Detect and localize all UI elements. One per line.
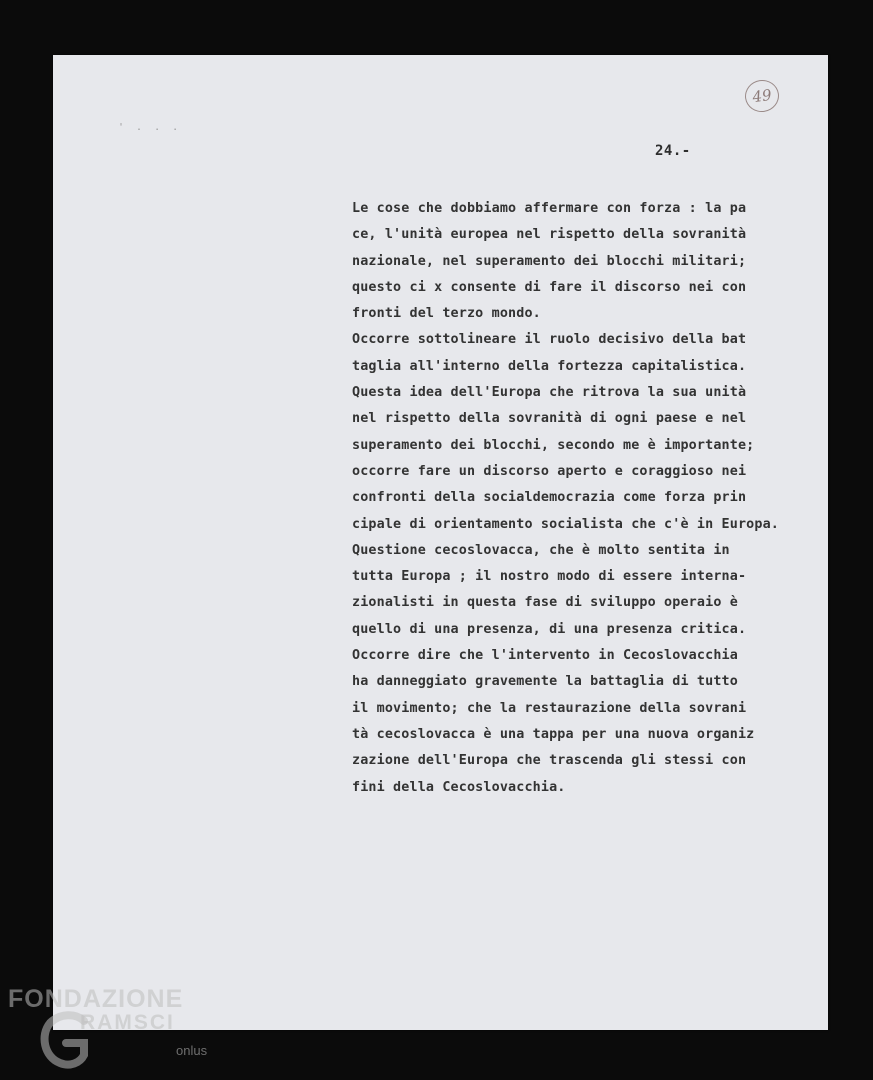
text-line: tà cecoslovacca è una tappa per una nuova organiz [352, 726, 755, 742]
watermark-line1: FONDAZIONE [8, 985, 184, 1013]
text-line: fini della Cecoslovacchia. [352, 779, 566, 795]
text-line: nel rispetto della sovranità di ogni paese e nel [352, 411, 747, 427]
fondazione-gramsci-watermark [8, 985, 218, 1075]
archive-number-stamp: 49 [743, 78, 781, 114]
watermark-line2: RAMSCI [80, 1011, 175, 1034]
watermark-suffix: onlus [176, 1043, 208, 1058]
margin-marks: ' . . . [118, 122, 182, 133]
text-line: zionalisti in questa fase di sviluppo operaio è [352, 595, 738, 611]
text-line: quello di una presenza, di una presenza critica. [352, 621, 747, 637]
text-line: questo ci x consente di fare il discorso nei con [352, 279, 747, 295]
text-line: Occorre dire che l'intervento in Cecoslovacchia [352, 648, 738, 664]
text-line: taglia all'interno della fortezza capitalistica. [352, 358, 747, 374]
text-line: tutta Europa ; il nostro modo di essere interna- [352, 569, 747, 585]
text-line: confronti della socialdemocrazia come forza prin [352, 490, 747, 506]
text-line: Questa idea dell'Europa che ritrova la sua unità [352, 385, 747, 401]
text-line: Questione cecoslovacca, che è molto sentita in [352, 542, 730, 558]
text-line: zazione dell'Europa che trascenda gli stessi con [352, 753, 747, 769]
text-line: Occorre sottolineare il ruolo decisivo della bat [352, 332, 747, 348]
page-number: 24.- [655, 143, 691, 159]
text-line: Le cose che dobbiamo affermare con forza : la pa [352, 201, 747, 216]
text-line: il movimento; che la restaurazione della sovrani [352, 700, 747, 716]
text-line: nazionale, nel superamento dei blocchi militari; [352, 253, 747, 269]
text-line: ce, l'unità europea nel rispetto della sovranità [352, 227, 747, 243]
text-line: fronti del terzo mondo. [352, 306, 541, 322]
text-line: cipale di orientamento socialista che c'è in Europa. [352, 516, 780, 532]
typed-body-text [352, 196, 822, 801]
text-line: ha danneggiato gravemente la battaglia di tutto [352, 674, 738, 690]
text-line: superamento dei blocchi, secondo me è importante; [352, 437, 755, 453]
text-line: occorre fare un discorso aperto e coraggioso nei [352, 463, 747, 479]
